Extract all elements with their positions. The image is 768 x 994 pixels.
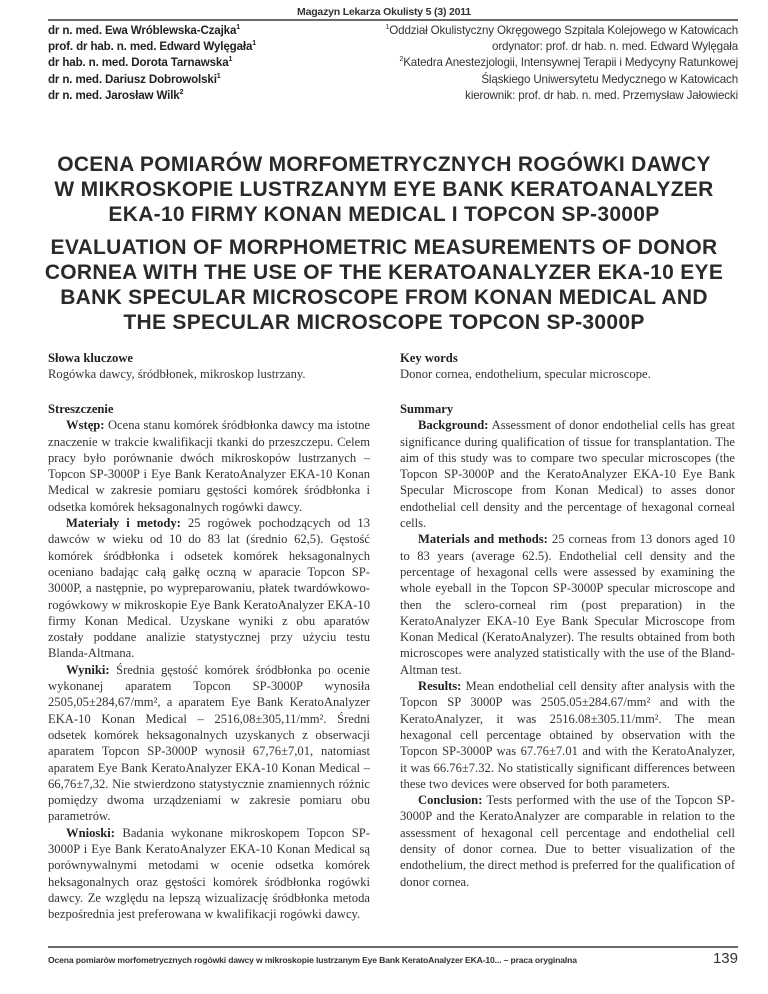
- author: dr n. med. Dariusz Dobrowolski$^1$: [48, 72, 221, 86]
- abstract-heading: Summary: [400, 402, 454, 416]
- author: prof. dr hab. n. med. Edward Wylęgała$^1$: [48, 40, 256, 54]
- affiliation: $^2$Katedra Anestezjologii, Intensywnej Terapii i Medycyny Ratunkowej: [399, 56, 738, 70]
- keywords-text: Donor cornea, endothelium, specular microscope.: [400, 367, 651, 381]
- affiliation: Śląskiego Uniwersytetu Medycznego w Katowicach: [481, 72, 738, 86]
- abstract-section: Wyniki: Średnia gęstość komórek śródbłonka po ocenie wykonanej aparatem Topcon SP-3000P wynosiła 2505,05±284,67/mm², a aparatem Eye Bank KeratoAnalyzer EKA-10 Konan Medical – 2516,08±305,11/mm². Średni odsetek komórek heksagonalnych uzyskanych z obserwacji aparatem Topcon SP-3000P wynosił 67,76±7,01, natomiast aparatem Eye Bank KeratoAnalyzer EKA-10 Konan Medical – 66,76±7,32. Nie stwierdzono statystycznie znamiennych różnic pomiędzy dwoma urządzeniami w zakresie pomiaru obu parametrów.: [48, 662, 370, 824]
- footer-rule: [48, 946, 738, 948]
- keywords-text: Rogówka dawcy, śródbłonek, mikroskop lustrzany.: [48, 367, 306, 381]
- affiliation-list: [318, 23, 738, 104]
- abstract-section: Wnioski: Badania wykonane mikroskopem Topcon SP-3000P i Eye Bank KeratoAnalyzer EKA-10 Konan Medical są porównywalnymi metodami w ocenie odsetka komórek heksagonalnych oraz gęstości komórek śródbłonka rogówki dawcy. Ze względu na lepszą wizualizację śródbłonka metoda bezpośrednia jest preferowana w kwalifikacji rogówki dawcy.: [48, 825, 370, 922]
- title-english: EVALUATION OF MORPHOMETRIC MEASUREMENTS OF DONOR CORNEA WITH THE USE OF THE KERATOANALYZER EKA-10 EYE BANK SPECULAR MICROSCOPE FROM KONAN MEDICAL AND THE SPECULAR MICROSCOPE TOPCON SP-3000P: [44, 236, 724, 334]
- running-title: Ocena pomiarów morfometrycznych rogówki dawcy w mikroskopie lustrzanym Eye Bank KeratoAnalyzer EKA-10... – praca oryginalna: [48, 955, 577, 965]
- keywords-english: [400, 350, 651, 382]
- page-number: 139: [712, 950, 738, 967]
- abstract-heading: Streszczenie: [48, 402, 114, 416]
- abstract-section: Wstęp: Ocena stanu komórek śródbłonka dawcy ma istotne znaczenie w trakcie kwalifikacji tkanki do przeszczepu. Celem pracy było porównanie dwóch mikroskopów lustrzanych – Topcon SP-3000P i Eye Bank KeratoAnalyzer EKA-10 Konan Medical w zakresie pomiaru gęstości komórek śródbłonka i odsetka komórek heksagonalnych rogówki dawcy.: [48, 418, 370, 514]
- journal-header: Magazyn Lekarza Okulisty 5 (3) 2011: [297, 6, 471, 18]
- abstract-section: Background: Assessment of donor endothelial cells has great significance during qualification of tissue for transplantation. The aim of this study was to compare two specular microscopes (the Topcon SP-3000P and the KeratoAnalyzer EKA-10 Eye Bank Specular Microscope from Konan Medical) to asses donor endothelial cell density and the percentage of hexagonal corneal cells.: [400, 418, 735, 531]
- keywords-polish: [48, 350, 306, 382]
- abstract-section: Materials and methods: 25 corneas from 13 donors aged 10 to 83 years (average 62.5). Endothelial cell density and the percentage of hexagonal cells were assessed by examining the whole eyeball in the Topcon SP-3000P specular microscope and then the sclero-corneal rim (post preparation) in the KeratoAnalyzer EKA-10 Eye Bank Specular Microscope from Konan Medical (KeratoAnalyzer). The results obtained from both microscopes were analyzed statistically with the use of the Bland-Altman test.: [400, 532, 735, 677]
- affiliation: ordynator: prof. dr hab. n. med. Edward Wylęgała: [492, 40, 738, 54]
- author: dr n. med. Jarosław Wilk$^2$: [48, 88, 184, 102]
- keywords-heading: Słowa kluczowe: [48, 351, 134, 365]
- author: dr n. med. Ewa Wróblewska-Czajka$^1$: [48, 24, 241, 37]
- abstract-polish: [48, 401, 370, 923]
- affiliation: $^1$Oddział Okulistyczny Okręgowego Szpitala Kolejowego w Katowicach: [385, 24, 738, 37]
- header-rule: [48, 19, 738, 21]
- abstract-english: [400, 401, 735, 890]
- abstract-section: Results: Mean endothelial cell density after analysis with the Topcon SP 3000P was 2505.05±284.67/mm² and with the KeratoAnalyzer, it was 2516.08±305.11/mm². The mean hexagonal cell percentage obtained by observation with the Topcon SP-3000P was 67.76±7.01 and with the KeratoAnalyzer, it was 66.76±7.32. No statistically significant differences between these two devices were observed for both parameters.: [400, 679, 735, 791]
- affiliation: kierownik: prof. dr hab. n. med. Przemysław Jałowiecki: [465, 88, 738, 102]
- abstract-section: Materiały i metody: 25 rogówek pochodzących od 13 dawców w wieku od 10 do 83 lat (średnio 62,5). Gęstość komórek śródbłonka i odsetek komórek heksagonalnych oceniano badając całą gałkę oczną w aparacie Topcon SP-3000P, a następnie, po wypreparowaniu, płatek twardówkowo-rogówkowy w mikroskopie Eye Bank KeratoAnalyzer EKA-10 firmy Konan Medical. Uzyskane wyniki z obu aparatów zostały poddane analizie statystycznej przy użyciu testu Blanda-Altmana.: [48, 516, 370, 661]
- author: dr hab. n. med. Dorota Tarnawska$^1$: [48, 56, 233, 70]
- abstract-section: Conclusion: Tests performed with the use of the Topcon SP-3000P and the KeratoAnalyzer are comparable in relation to the assessment of hexagonal cell percentage and endothelial cell density of donor cornea. Due to better visualization of the endothelium, the direct method is preferred for the qualification of donor cornea.: [400, 793, 736, 889]
- keywords-heading: Key words: [400, 351, 458, 365]
- title-polish: OCENA POMIARÓW MORFOMETRYCZNYCH ROGÓWKI DAWCY W MIKROSKOPIE LUSTRZANYM EYE BANK KERATOANALYZER EKA-10 FIRMY KONAN MEDICAL I TOPCON SP-3000P: [54, 153, 714, 226]
